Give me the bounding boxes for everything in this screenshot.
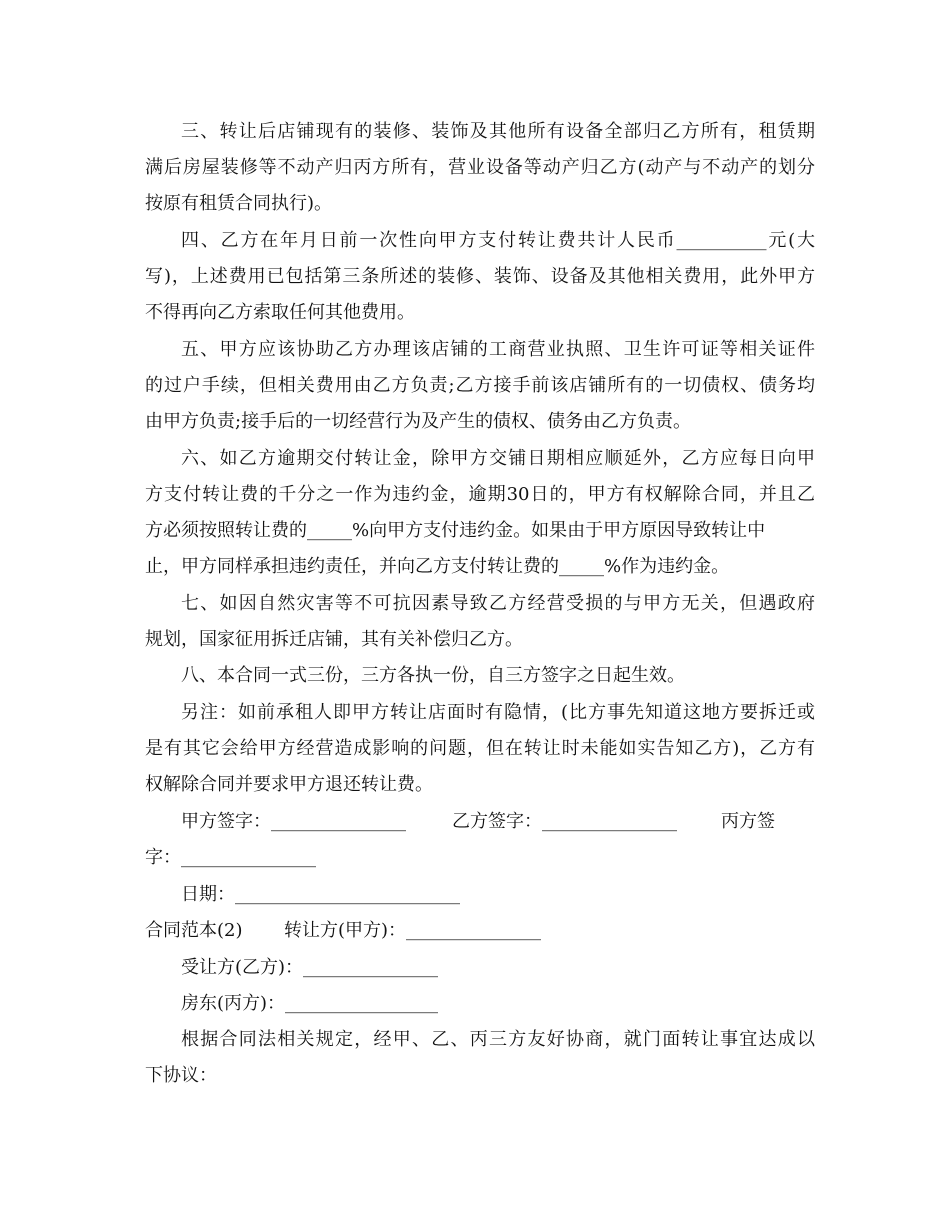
clause-6-line-2: 方支付转让费的千分之一作为违约金，逾期30日的，甲方有权解除合同，并且乙 xyxy=(145,484,815,505)
clause-3-line-3: 按原有租赁合同执行)。 xyxy=(145,193,333,214)
landlord-field: 房东(丙方)：_________________ xyxy=(181,993,439,1014)
clause-3-line-1: 三、转让后店铺现有的装修、装饰及其他所有设备全部归乙方所有，租赁期 xyxy=(181,121,815,142)
note-line-2: 是有其它会给甲方经营造成影响的问题，但在转让时未能如实告知乙方)，乙方有 xyxy=(145,738,815,759)
transferee-field: 受让方(乙方)：_______________ xyxy=(181,957,439,978)
agreement-intro-line-1: 根据合同法相关规定，经甲、乙、丙三方友好协商，就门面转让事宜达成以 xyxy=(181,1029,815,1050)
transferor-field: 转让方(甲方)：_______________ xyxy=(284,920,542,941)
clause-5-line-3: 由甲方负责;接手后的一切经营行为及产生的债权、债务由乙方负责。 xyxy=(145,411,692,432)
clause-8-line-1: 八、本合同一式三份，三方各执一份，自三方签字之日起生效。 xyxy=(181,665,685,686)
clause-4-line-3: 不得再向乙方索取任何其他费用。 xyxy=(145,302,415,323)
party-c-signature-label: 丙方签 xyxy=(721,811,775,832)
clause-6-line-4: 止，甲方同样承担违约责任，并向乙方支付转让费的_____%作为违约金。 xyxy=(145,556,730,577)
note-line-3: 权解除合同并要求甲方退还转让费。 xyxy=(145,774,433,795)
clause-7-line-1: 七、如因自然灾害等不可抗因素导致乙方经营受损的与甲方无关，但遇政府 xyxy=(181,593,815,614)
clause-6-line-1: 六、如乙方逾期交付转让金，除甲方交铺日期相应顺延外，乙方应每日向甲 xyxy=(181,448,815,469)
agreement-intro-line-2: 下协议： xyxy=(145,1065,217,1086)
clause-6-line-3: 方必须按照转让费的_____%向甲方支付违约金。如果由于甲方原因导致转让中 xyxy=(145,520,766,541)
template-2-heading: 合同范本(2) xyxy=(145,920,243,941)
clause-4-line-1: 四、乙方在年月日前一次性向甲方支付转让费共计人民币__________元(大 xyxy=(181,230,815,251)
date-field: 日期：_________________________ xyxy=(181,884,460,905)
party-c-signature-field: 字：_______________ xyxy=(145,847,316,868)
clause-3-line-2: 满后房屋装修等不动产归丙方所有，营业设备等动产归乙方(动产与不动产的划分 xyxy=(145,157,815,178)
clause-5-line-1: 五、甲方应该协助乙方办理该店铺的工商营业执照、卫生许可证等相关证件 xyxy=(181,339,815,360)
clause-5-line-2: 的过户手续，但相关费用由乙方负责;乙方接手前该店铺所有的一切债权、债务均 xyxy=(145,375,815,396)
clause-4-line-2: 写)，上述费用已包括第三条所述的装修、装饰、设备及其他相关费用，此外甲方 xyxy=(145,266,815,287)
note-line-1: 另注：如前承租人即甲方转让店面时有隐情，(比方事先知道这地方要拆迁或 xyxy=(181,702,815,723)
party-a-signature-field: 甲方签字：_______________ xyxy=(181,811,406,832)
party-b-signature-field: 乙方签字：_______________ xyxy=(452,811,677,832)
clause-7-line-2: 规划，国家征用拆迁店铺，其有关补偿归乙方。 xyxy=(145,629,523,650)
